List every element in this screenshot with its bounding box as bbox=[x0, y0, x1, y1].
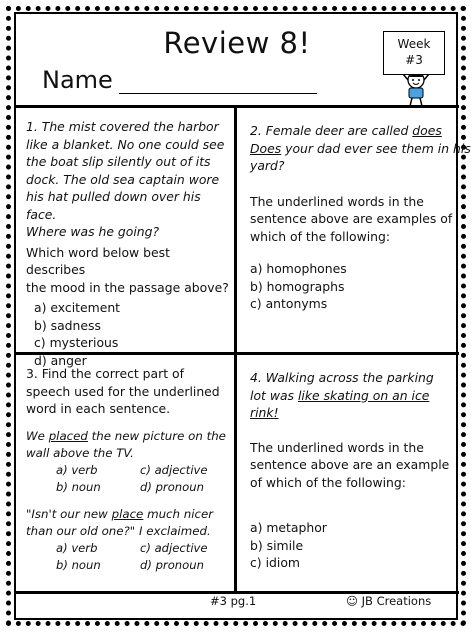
q3-sentence-1: We placed the new picture on the wall above the TV. bbox=[26, 428, 226, 460]
q4-question: The underlined words in the sentence above are an example of which of the following: bbox=[250, 439, 450, 490]
underlined-phrase: like skating on an ice bbox=[297, 387, 430, 403]
question-4 bbox=[250, 369, 460, 572]
q4-sentence: 4. Walking across the parking lot was like skating on an ice rink! bbox=[250, 369, 460, 422]
option-a[interactable]: a) verb bbox=[56, 540, 98, 555]
option-b[interactable]: b) sadness bbox=[34, 317, 101, 333]
credit-text: ☺ JB Creations bbox=[346, 594, 432, 608]
option-d[interactable]: d) anger bbox=[34, 352, 87, 368]
option-a[interactable]: a) verb bbox=[56, 462, 98, 477]
week-number: #3 bbox=[405, 53, 423, 67]
option-b[interactable]: b) simile bbox=[250, 537, 304, 553]
q2-question: The underlined words in the sentence above are examples of which of the following: bbox=[250, 193, 453, 244]
underlined-word: place bbox=[111, 506, 144, 521]
option-a[interactable]: a) homophones bbox=[250, 261, 347, 276]
q4-options bbox=[250, 519, 460, 572]
question-3 bbox=[26, 365, 232, 574]
option-b[interactable]: b) noun bbox=[56, 479, 101, 494]
option-c[interactable]: c) adjective bbox=[140, 462, 208, 477]
underlined-word: does bbox=[412, 123, 442, 138]
option-c[interactable]: c) idiom bbox=[250, 555, 300, 570]
option-c[interactable]: c) adjective bbox=[140, 540, 208, 555]
q3-sentence-1-options bbox=[26, 462, 232, 496]
option-a[interactable]: a) excitement bbox=[34, 300, 121, 315]
name-field-row bbox=[42, 66, 317, 94]
underlined-word: placed bbox=[48, 428, 88, 443]
q1-question: Which word below best describes the mood in the passage above? bbox=[26, 244, 229, 295]
underlined-word: Does bbox=[250, 140, 282, 156]
option-b[interactable]: b) homographs bbox=[250, 278, 345, 294]
q2-sentence: 2. Female deer are called does Does your dad ever see them in his yard? bbox=[250, 123, 471, 173]
name-blank-line[interactable] bbox=[119, 73, 317, 94]
q3-sentence-2-options bbox=[26, 540, 232, 574]
option-a[interactable]: a) metaphor bbox=[250, 520, 327, 535]
option-c[interactable]: c) antonyms bbox=[250, 296, 328, 311]
question-1 bbox=[26, 118, 230, 369]
q1-passage: 1. The mist covered the harbor like a blanket. No one could see the boat slip silently out of its dock. The old sea captain wore his hat pulled down over his face. Where was he going? bbox=[26, 119, 225, 239]
option-c[interactable]: c) mysterious bbox=[34, 335, 119, 350]
q1-options bbox=[26, 299, 230, 369]
page-title: Review 8! bbox=[163, 26, 311, 60]
grid-vertical-rule bbox=[234, 105, 237, 592]
page-number: #3 pg.1 bbox=[210, 594, 257, 608]
option-d[interactable]: d) pronoun bbox=[140, 557, 204, 572]
q2-options bbox=[250, 260, 464, 313]
option-b[interactable]: b) noun bbox=[56, 557, 101, 572]
q3-sentence-2: "Isn't our new place much nicer than our old one?" I exclaimed. bbox=[26, 506, 214, 538]
q3-question: 3. Find the correct part of speech used for the underlined word in each sentence. bbox=[26, 366, 220, 416]
question-2 bbox=[250, 122, 471, 313]
week-sign bbox=[383, 31, 445, 75]
option-d[interactable]: d) pronoun bbox=[140, 479, 204, 494]
underlined-phrase: rink! bbox=[250, 405, 279, 420]
name-label: Name bbox=[42, 66, 113, 94]
week-label: Week bbox=[397, 37, 431, 51]
